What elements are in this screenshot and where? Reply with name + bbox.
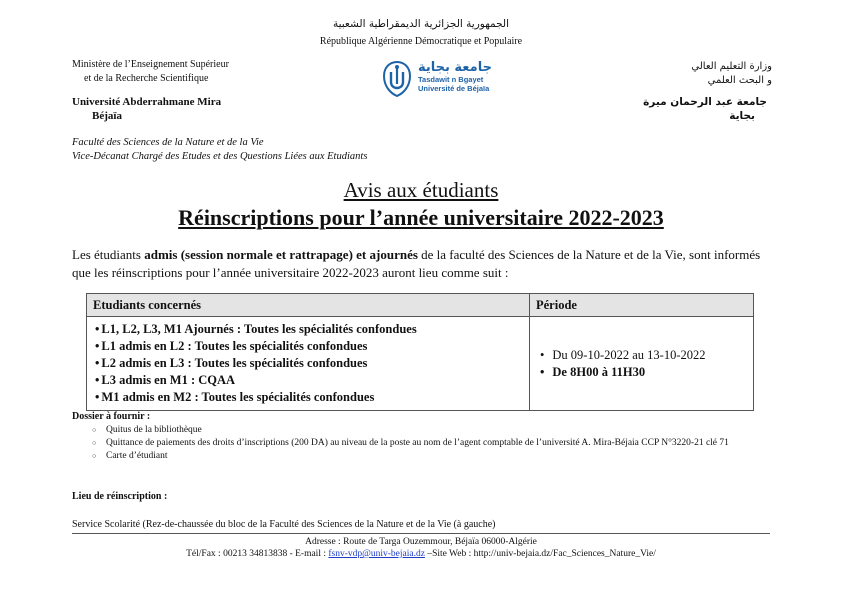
list-item: ○ Carte d’étudiant [92, 450, 782, 463]
list-item: ○ Quittance de paiements des droits d’inscriptions (200 DA) au niveau de la poste au nom de l’agent comptable de l’université A. Mira-Béjaia CCP N°3220-21 clé 71 [92, 437, 782, 450]
footer-contact [0, 548, 842, 560]
list-item: • L1 admis en L2 : Toutes les spécialités confondues [95, 338, 523, 355]
table-row [87, 317, 754, 411]
university-ar-line2: بجاية [729, 110, 755, 122]
logo-arabic-text: جامعة بجاية [418, 60, 492, 75]
students-list [93, 321, 523, 406]
university-fr-line1: Université Abderrahmane Mira [72, 96, 222, 108]
period-cell [530, 317, 754, 411]
ministry-fr [72, 58, 229, 86]
university-ar-line1: جامعة عبد الرحمان ميرة [643, 96, 767, 108]
ministry-fr-line1: Ministère de l’Enseignement Supérieur [72, 59, 229, 70]
header-students: Etudiants concernés [87, 294, 530, 317]
dossier-heading: Dossier à fournir : [72, 411, 151, 422]
list-item: • M1 admis en M2 : Toutes les spécialités confondues [95, 389, 523, 406]
intro-part2: de la faculté des Sciences de la Nature et de la Vie, sont informés que les réinscriptions pour l’année universitaire 2022-2023 auront lieu comme suit : [72, 247, 761, 280]
university-ar [643, 95, 767, 123]
list-item: • L1, L2, L3, M1 Ajournés : Toutes les spécialités confondues [95, 321, 523, 338]
logo-line2: Tasdawit n Bgayet [418, 75, 484, 84]
footer-website: –Site Web : http://univ-bejaia.dz/Fac_Sciences_Nature_Vie/ [424, 549, 656, 559]
intro-bold: admis (session normale et rattrapage) et ajournés [144, 247, 418, 262]
ministry-ar-line1: وزارة التعليم العالي [691, 61, 772, 72]
university-logo [382, 60, 522, 100]
university-emblem-icon [382, 60, 412, 98]
list-item: • L3 admis en M1 : CQAA [95, 372, 523, 389]
footer-address: Adresse : Route de Targa Ouzemmour, Béjaïa 06000-Algérie [305, 537, 537, 547]
location-heading: Lieu de réinscription : [72, 491, 168, 502]
ministry-ar [691, 60, 772, 88]
dossier-list [92, 424, 782, 463]
footer-divider [72, 533, 770, 534]
period-list [536, 347, 747, 381]
footer-email-link[interactable]: fsnv-vdp@univ-bejaia.dz [328, 549, 425, 559]
university-fr [72, 95, 221, 123]
notice-title: Avis aux étudiants [343, 178, 499, 202]
header-arabic-republic: الجمهورية الجزائرية الديمقراطية الشعبية [332, 18, 510, 30]
faculty-info [72, 136, 367, 164]
logo-line3: Université de Béjaïa [418, 84, 490, 93]
faculty-line2: Vice-Décanat Chargé des Etudes et des Questions Liées aux Etudiants [72, 151, 368, 162]
location-text: Service Scolarité (Rez-de-chaussée du bloc de la Faculté des Sciences de la Nature et de la Vie (à gauche) [72, 519, 496, 530]
table-header-row [87, 294, 754, 317]
footer-phone: Tél/Fax : 00213 34813838 - E-mail : [186, 549, 329, 559]
schedule-table [86, 293, 754, 411]
list-item: ○ Quitus de la bibliothèque [92, 424, 782, 437]
intro-paragraph [72, 246, 778, 282]
intro-part1: Les étudiants [72, 247, 145, 262]
faculty-line1: Faculté des Sciences de la Nature et de la Vie [72, 137, 264, 148]
ministry-fr-line2: et de la Recherche Scientifique [84, 73, 209, 84]
list-item: • L2 admis en L3 : Toutes les spécialités confondues [95, 355, 523, 372]
university-fr-line2: Béjaïa [92, 110, 122, 122]
period-hours: • De 8H00 à 11H30 [540, 364, 747, 381]
students-cell [87, 317, 530, 411]
notice-subtitle: Réinscriptions pour l’année universitaire 2022-2023 [178, 205, 664, 230]
period-dates: • Du 09-10-2022 au 13-10-2022 [540, 347, 747, 364]
ministry-ar-line2: و البحث العلمي [707, 75, 772, 86]
header-period: Période [530, 294, 754, 317]
header-french-republic: République Algérienne Démocratique et Populaire [319, 36, 523, 47]
